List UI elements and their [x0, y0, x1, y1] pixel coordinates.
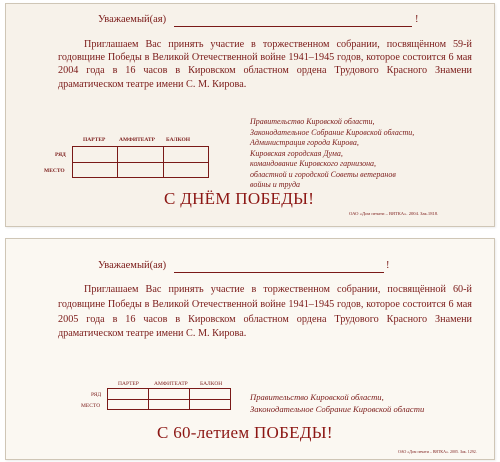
- seat-row-label: РЯД: [91, 392, 102, 398]
- organizer-line: командование Кировского гарнизона,: [250, 159, 377, 168]
- seat-cell: [149, 389, 190, 400]
- seat-cell: [149, 399, 190, 410]
- seat-cell: [73, 147, 118, 163]
- seat-cell: [108, 399, 149, 410]
- salutation: Уважаемый(ая): [98, 14, 167, 25]
- seat-cell: [163, 147, 208, 163]
- organizer-line: войны и труда: [250, 180, 300, 189]
- seat-col-amphitheatre: АМФИТЕАТР: [154, 381, 188, 387]
- seat-cell: [118, 162, 163, 178]
- seat-cell: [118, 147, 163, 163]
- organizer-line: Кировская городская Дума,: [250, 148, 343, 158]
- seat-col-amphitheatre: АМФИТЕАТР: [119, 137, 155, 143]
- organizer-line: Правительство Кировской области,: [250, 392, 384, 402]
- organizer-line: областной и городской Советы ветеранов: [250, 169, 396, 179]
- seating-table: [107, 388, 231, 410]
- organizers-list: [250, 117, 486, 191]
- seat-cell: [163, 162, 208, 178]
- organizer-line: Законодательное Собрание Кировской области: [250, 404, 425, 414]
- victory-greeting: С 60-летием ПОБЕДЫ!: [157, 423, 333, 442]
- printer-imprint: ОАО «Дом печати – ВЯТКА». 2004. Зак.1818.: [349, 211, 439, 216]
- victory-greeting: С ДНЁМ ПОБЕДЫ!: [164, 189, 315, 208]
- name-blank-line: [174, 272, 384, 273]
- seat-col-balcony: БАЛКОН: [200, 381, 223, 387]
- salutation-end: !: [415, 14, 419, 25]
- organizer-line: Правительство Кировской области,: [250, 117, 375, 126]
- salutation: Уважаемый(ая): [98, 260, 167, 271]
- seat-cell: [108, 389, 149, 400]
- seat-row-label: РЯД: [55, 152, 66, 158]
- organizer-line: Законодательное Собрание Кировской области,: [250, 127, 415, 137]
- seat-place-label: МЕСТО: [44, 168, 65, 174]
- invitation-body: Приглашаем Вас принять участие в торжественном собрании, посвящённом 59-й годовщине Победы в Великой Отечественной войне 1941–1945 годов, которое состоится 6 мая 2004 года в 16 часов в Кировском областном ордена Трудового Красного Знамени драматическом театре имени С. М. Кирова.: [58, 39, 472, 90]
- invitation-card-2005: [5, 238, 495, 460]
- invitation-card-2004: [5, 3, 495, 227]
- organizer-line: Администрация города Кирова,: [250, 138, 359, 147]
- organizers-list: [250, 391, 486, 415]
- name-blank-line: [174, 26, 412, 27]
- seat-cell: [190, 389, 231, 400]
- seating-table: [72, 146, 209, 178]
- seat-place-label: МЕСТО: [81, 403, 101, 409]
- seat-cell: [190, 399, 231, 410]
- seat-cell: [73, 162, 118, 178]
- salutation-end: !: [386, 260, 390, 271]
- seat-col-balcony: БАЛКОН: [166, 137, 191, 143]
- printer-imprint: ОАО «Дом печати – ВЯТКА». 2005. Зак. 1292.: [398, 449, 477, 454]
- invitation-body: Приглашаем Вас принять участие в торжественном собрании, посвящённой 60-й годовщине Победы в Великой Отечественной войне 1941–1945 годов, которое состоится 6 мая 2005 года в 16 часов в Кировском областном ордена Трудового Красного Знамени драматическом театре имени С. М. Кирова.: [58, 284, 472, 340]
- seat-col-parterre: ПАРТЕР: [118, 381, 139, 387]
- seat-col-parterre: ПАРТЕР: [83, 137, 106, 143]
